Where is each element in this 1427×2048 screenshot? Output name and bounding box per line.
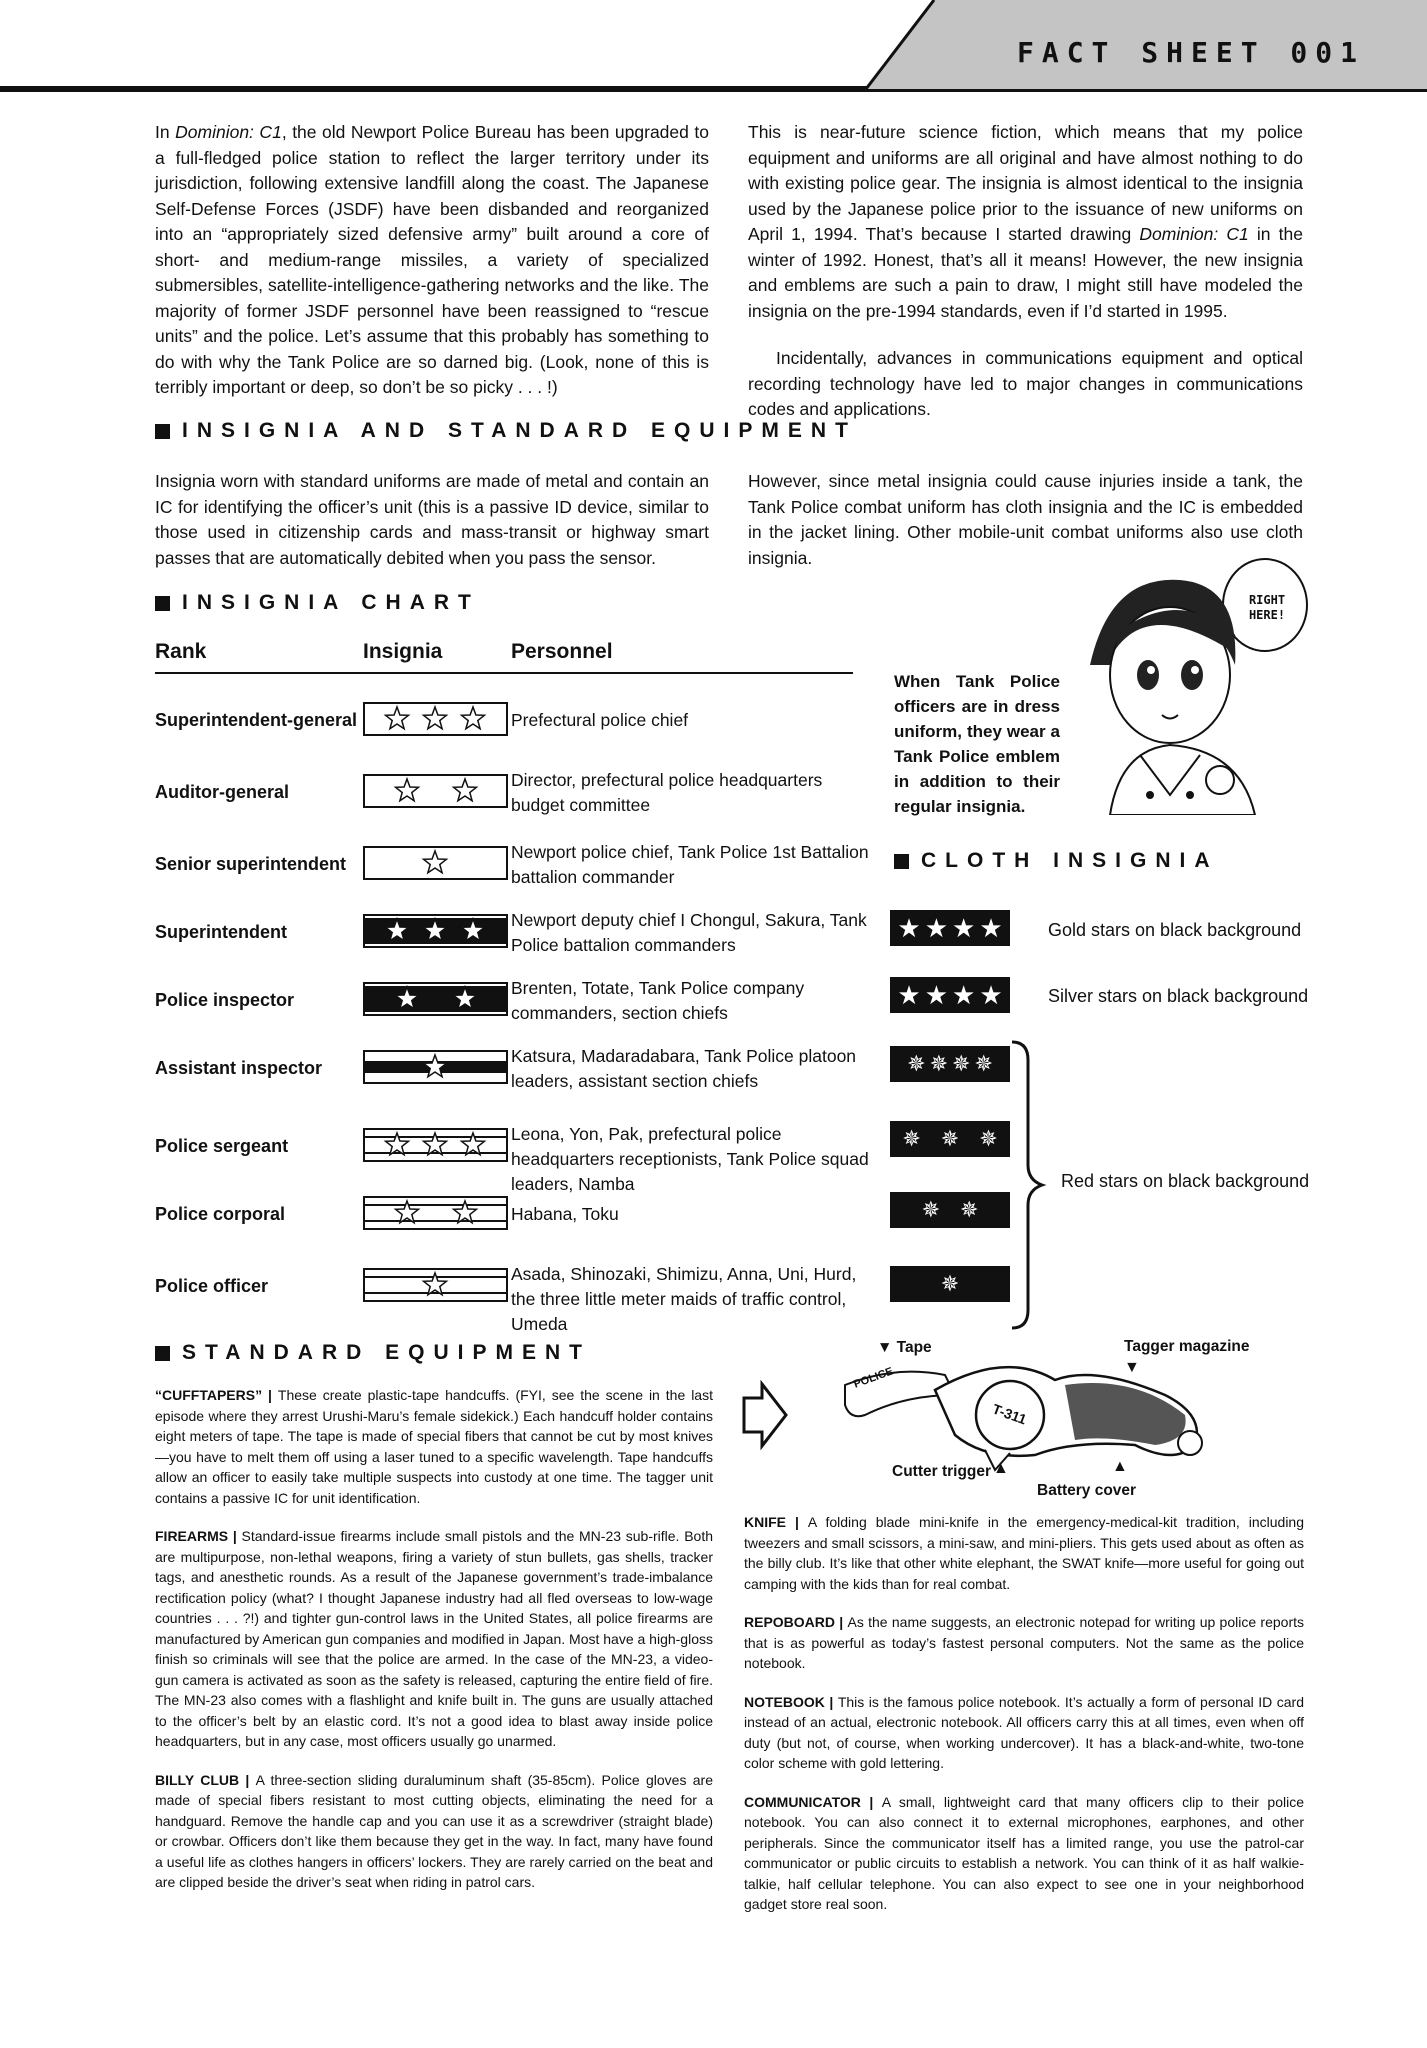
- label-tagger-magazine: Tagger magazine: [1124, 1338, 1250, 1355]
- equipment-entry: [744, 1512, 1304, 1594]
- equipment-entry: [744, 1792, 1304, 1915]
- arrow-right-icon: [740, 1380, 790, 1450]
- down-arrow-icon: ▼: [1124, 1359, 1140, 1376]
- up-arrow-icon: ▲: [993, 1460, 1009, 1477]
- gold-label: Gold stars on black background: [1048, 920, 1302, 940]
- equipment-text: A three-section sliding duraluminum shaft (35-85cm). Police gloves are made of special fibers resistant to most cutting objects, eliminating the need for a handguard. Remove the handle cap and you can use it as a screwdriver (straight blade) or crowbar. Officers don’t like them because they get in the way. In fact, many have found a useful life as clothes hangers in officers’ lockers. They are rarely carried on the beat and are clipped beside the driver’s seat when riding in patrol cars.: [155, 1771, 713, 1890]
- equipment-entry: [155, 1385, 713, 1508]
- brace-icon: [1008, 1040, 1048, 1330]
- chart-rank: Assistant inspector: [155, 1058, 323, 1078]
- chart-personnel: Leona, Yon, Pak, prefectural police headquarters receptionists, Tank Police squad leaders, Namba: [511, 1124, 869, 1194]
- equipment-label: FIREARMS |: [155, 1528, 242, 1544]
- star-icon: ★: [979, 980, 1003, 1010]
- equipment-label: NOTEBOOK |: [744, 1693, 838, 1710]
- star-icon: ✵: [929, 1051, 948, 1076]
- page-title: FACT SHEET 001: [1016, 36, 1365, 69]
- insignia-badge-icon: [363, 846, 508, 880]
- section-heading-equipment: STANDARD EQUIPMENT: [155, 1341, 591, 1365]
- col-rank: Rank: [155, 640, 207, 663]
- equipment-label: COMMUNICATOR |: [744, 1793, 882, 1810]
- star-icon: ✵: [940, 1126, 960, 1151]
- star-icon: ★: [979, 913, 1003, 943]
- insignia-badge-icon: [363, 1196, 508, 1230]
- equipment-entry: [744, 1692, 1304, 1774]
- chart-personnel: Habana, Toku: [511, 1204, 619, 1224]
- insignia-left-text: Insignia worn with standard uniforms are made of metal and contain an IC for identifying the officer’s unit (this is a passive ID device, similar to those used in citizenship cards and mass-transit or highway smart passes that are automatically debited when you pass the sensor.: [155, 471, 709, 568]
- insignia-badge-icon: [363, 1128, 508, 1162]
- equipment-right-column: [744, 1512, 1304, 1933]
- chart-personnel: Newport deputy chief I Chongul, Sakura, Tank Police battalion commanders: [511, 910, 867, 955]
- chart-rank: Superintendent-general: [155, 710, 358, 730]
- chart-rank: Police officer: [155, 1276, 269, 1296]
- equipment-text: These create plastic-tape handcuffs. (FYI, see the scene in the last episode where they arrest Urushi-Maru’s female sidekick.) Each handcuff holder contains eight meters of tape. The tape is made of special fibers that cannot be cut by most knives—you have to melt them off using a laser tuned to a specific wavelength. Tape handcuffs allow an officer to easily take multiple suspects into custody at one time. The tagger unit contains a passive IC for unit identification.: [155, 1387, 713, 1506]
- intro-right-p1: This is near-future science fiction, which means that my police equipment and uniforms are all original and have almost nothing to do with existing police gear. The insignia is almost identical to the insignia used by the Japanese police prior to the issuance of new uniforms on April 1, 1994. That’s because I started drawing Dominion: C1 in the winter of 1992. Honest, that’s all it means! However, the new insignia and emblems are such a pain to draw, I might still have modeled the insignia on the pre-1994 standards, even if I’d started in 1995.: [748, 122, 1303, 321]
- dress-uniform-note: When Tank Police officers are in dress uniform, they wear a Tank Police emblem in addition to their regular insignia.: [894, 672, 1060, 816]
- chart-personnel: Asada, Shinozaki, Shimizu, Anna, Uni, Hurd, the three little meter maids of traffic control, Umeda: [511, 1264, 857, 1334]
- chart-rank: Police sergeant: [155, 1136, 289, 1156]
- chart-personnel: Newport police chief, Tank Police 1st Battalion battalion commander: [511, 842, 869, 887]
- star-icon: ✵: [952, 1051, 971, 1076]
- star-icon: ✵: [907, 1051, 926, 1076]
- cloth-badge-icon: [890, 977, 1010, 1013]
- equipment-text: A folding blade mini-knife in the emergency-medical-kit tradition, including tweezers and small scissors, a mini-saw, and mini-pliers. This gets used about as often as the billy club. It’s like that other white elephant, the SWAT knife—more useful for going out camping with the kids than for real combat.: [744, 1514, 1305, 1592]
- section-heading-insignia: INSIGNIA AND STANDARD EQUIPMENT: [155, 419, 857, 443]
- star-icon: ✵: [960, 1197, 979, 1222]
- star-icon: ✵: [921, 1197, 940, 1222]
- chart-personnel: Director, prefectural police headquarters budget committee: [511, 770, 823, 815]
- police-tape-label: POLICE: [852, 1365, 895, 1391]
- cloth-badge-icon: [890, 1046, 1010, 1082]
- intro-right-p2: Incidentally, advances in communications equipment and optical recording technology have led to major changes in communications codes and applications.: [748, 348, 1303, 419]
- equipment-entry: [155, 1526, 713, 1752]
- equipment-label: KNIFE |: [744, 1514, 808, 1530]
- intro-left: In Dominion: C1, the old Newport Police Bureau has been upgraded to a full-fledged police station to reflect the larger territory under its jurisdiction, following extensive landfill along the coast. The Japanese Self-Defense Forces (JSDF) have been disbanded and reorganized into an “appropriately sized defensive army” built around a core of short- and medium-range missiles, a variety of specialized submersibles, satellite-intelligence-gathering networks and the like. The majority of former JSDF personnel have been reassigned to “rescue units” and the police. Let’s assume that this probably has something to do with why the Tank Police are so darned big. (Look, none of this is terribly important or deep, so don’t be so picky . . . !): [155, 122, 709, 397]
- chart-personnel: Brenten, Totate, Tank Police company commanders, section chiefs: [511, 978, 805, 1023]
- cloth-badge-icon: [890, 910, 1010, 946]
- star-icon: ★: [924, 980, 948, 1010]
- star-icon: ★: [897, 980, 921, 1010]
- equipment-text: Standard-issue firearms include small pistols and the MN-23 sub-rifle. Both are multipurpose, non-lethal weapons, firing a variety of stun bullets, gas shells, tracker tags, and anesthetic rounds. As a result of the Japanese government’s trade-imbalance rectification policy (what? I thought Japanese industry had all fled overseas to low-wage countries . . . ?!) and tighter gun-control laws in the United States, all police firearms are manufactured by American gun companies and modified in Japan. Most have a high-gloss finish so criminals will see that the police are armed. In the case of the MN-23, a video-gun camera is activated as soon as the safety is released, capturing the entire field of fire. The MN-23 also comes with a flashlight and knife built in. The guns are usually attached to the officer’s belt by an elastic cord. It’s not a good idea to blast away inside police headquarters, but in any case, most officers usually go unarmed.: [155, 1528, 713, 1749]
- device-label: T-311: [990, 1400, 1029, 1428]
- col-personnel: Personnel: [511, 640, 613, 663]
- equipment-label: “CUFFTAPERS” |: [155, 1387, 278, 1403]
- section-heading-chart: INSIGNIA CHART: [155, 591, 480, 615]
- bullet-square-icon: [155, 1346, 170, 1361]
- star-icon: ✵: [979, 1126, 998, 1151]
- bullet-square-icon: [155, 424, 170, 439]
- equipment-label: BILLY CLUB |: [155, 1771, 256, 1788]
- chart-personnel: Katsura, Madaradabara, Tank Police platoon leaders, assistant section chiefs: [511, 1046, 857, 1091]
- bullet-square-icon: [155, 596, 170, 611]
- equipment-entry: [744, 1612, 1304, 1674]
- insignia-badge-icon: [363, 914, 508, 948]
- insignia-badge-icon: [363, 1268, 508, 1302]
- star-icon: ★: [924, 913, 948, 943]
- insignia-badge-icon: [363, 1050, 508, 1084]
- star-icon: ★: [897, 913, 921, 943]
- col-insignia: Insignia: [363, 640, 443, 663]
- label-battery-cover: Battery cover: [1037, 1482, 1137, 1499]
- label-tape: ▼ Tape: [877, 1339, 932, 1356]
- insignia-badge-icon: [363, 702, 508, 736]
- bullet-square-icon: [894, 854, 909, 869]
- equipment-entry: [155, 1770, 713, 1893]
- equipment-text: As the name suggests, an electronic notepad for writing up police reports that is as powerful as today’s fastest personal computers. Not the same as the police notebook.: [744, 1614, 1304, 1671]
- chart-rank: Police corporal: [155, 1204, 286, 1224]
- equipment-text: This is the famous police notebook. It’s actually a form of personal ID card instead of an actual, electronic notebook. All officers carry this at all times, even when off duty (but not, of course, when working undercover). It has a black-and-white, two-tone color scheme with gold lettering.: [744, 1693, 1305, 1771]
- insignia-badge-icon: [363, 774, 508, 808]
- star-icon: ✵: [974, 1051, 993, 1076]
- silver-label: Silver stars on black background: [1048, 986, 1309, 1006]
- speech-bubble-text: RIGHT HERE!: [1248, 593, 1286, 622]
- insignia-badge-icon: [363, 982, 508, 1016]
- red-label: Red stars on black background: [1061, 1171, 1310, 1191]
- chart-rank: Senior superintendent: [155, 854, 347, 874]
- chart-rule: [155, 672, 853, 674]
- equipment-left-column: [155, 1385, 713, 1911]
- star-icon: ★: [952, 980, 976, 1010]
- equipment-label: REPOBOARD |: [744, 1614, 848, 1630]
- insignia-right-text: However, since metal insignia could cause injuries inside a tank, the Tank Police combat uniform has cloth insignia and the IC is embedded in the jacket lining. Other mobile-unit combat uniforms also use cloth insignia.: [748, 471, 1303, 568]
- section-heading-cloth: CLOTH INSIGNIA: [894, 849, 1219, 873]
- chart-rank: Superintendent: [155, 922, 288, 942]
- up-arrow-icon: ▲: [1112, 1458, 1128, 1475]
- label-cutter-trigger: Cutter trigger: [892, 1463, 992, 1480]
- cloth-badge-icon: [890, 1121, 1010, 1157]
- chart-rank: Police inspector: [155, 990, 295, 1010]
- cloth-badge-icon: [890, 1192, 1010, 1228]
- chart-personnel: Prefectural police chief: [511, 710, 689, 730]
- star-icon: ✵: [902, 1126, 921, 1151]
- equipment-text: A small, lightweight card that many officers clip to their police notebook. You can also connect it to external microphones, earphones, and other peripherals. Since the communicator itself has a limited range, you use the patrol-car communicator or public circuits to establish a network. You can think of it as half walkie-talkie, half cellular telephone. You can also expect to see one in your neighborhood gadget store real soon.: [744, 1793, 1304, 1912]
- chart-rank: Auditor-general: [155, 782, 290, 802]
- cloth-badge-icon: [890, 1266, 1010, 1302]
- star-icon: ★: [952, 913, 976, 943]
- star-icon: ✵: [940, 1271, 960, 1296]
- cufftaper-diagram: [835, 1345, 1245, 1475]
